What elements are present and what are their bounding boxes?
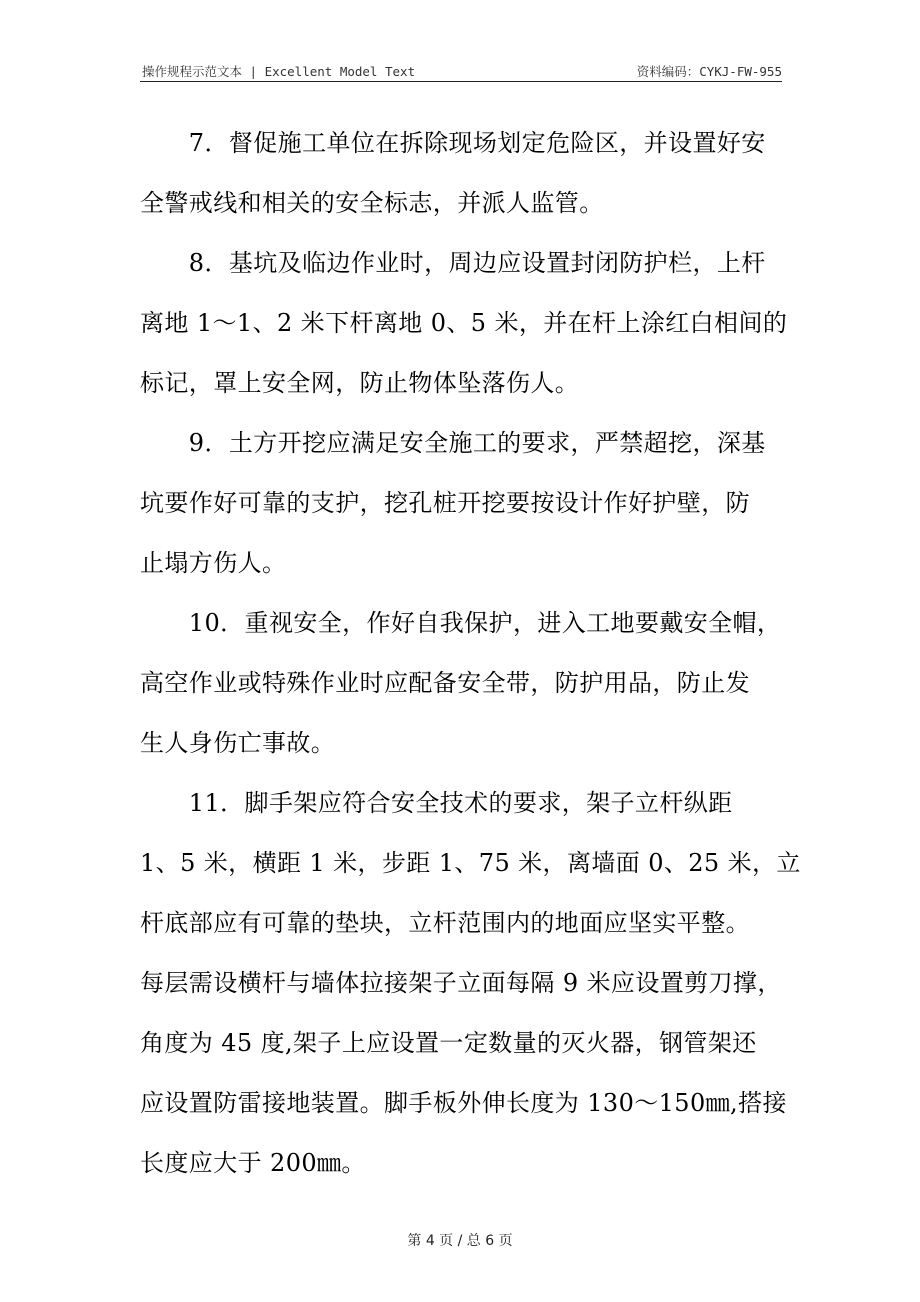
body-line: 9．土方开挖应满足安全施工的要求，严禁超挖，深基 (140, 429, 766, 457)
body-line: 止塌方伤人。 (140, 549, 287, 577)
body-line: 应设置防雷接地装置。脚手板外伸长度为 130～150㎜,搭接 (140, 1089, 787, 1117)
page-header (140, 62, 782, 80)
body-line: 高空作业或特殊作业时应配备安全带，防护用品，防止发 (140, 669, 750, 697)
body-line: 10．重视安全，作好自我保护，进入工地要戴安全帽， (140, 609, 782, 637)
header-divider (140, 81, 782, 82)
body-line: 7．督促施工单位在拆除现场划定危险区，并设置好安 (140, 129, 766, 157)
body-line: 8．基坑及临边作业时，周边应设置封闭防护栏，上杆 (140, 249, 766, 277)
header-doc-type: 操作规程示范文本 | Excellent Model Text (142, 64, 416, 79)
body-line: 坑要作好可靠的支护，挖孔桩开挖要按设计作好护壁，防 (140, 489, 750, 517)
body-line: 杆底部应有可靠的垫块，立杆范围内的地面应坚实平整。 (140, 909, 750, 937)
body-line: 全警戒线和相关的安全标志，并派人监管。 (140, 189, 604, 217)
body-line: 离地 1～1、2 米下杆离地 0、5 米，并在杆上涂红白相间的 (140, 309, 788, 337)
body-line: 长度应大于 200㎜。 (140, 1149, 366, 1177)
page-number: 第 4 页 / 总 6 页 (407, 1233, 513, 1249)
header-doc-code: 资料编码：CYKJ-FW-955 (636, 64, 782, 79)
body-line: 1、5 米，横距 1 米，步距 1、75 米，离墙面 0、25 米，立 (140, 849, 801, 877)
body-line: 生人身伤亡事故。 (140, 729, 336, 757)
body-line: 角度为 45 度,架子上应设置一定数量的灭火器，钢管架还 (140, 1029, 757, 1057)
body-line: 标记，罩上安全网，防止物体坠落伤人。 (140, 369, 580, 397)
body-line: 11．脚手架应符合安全技术的要求，架子立杆纵距 (140, 789, 733, 817)
body-line: 每层需设横杆与墙体拉接架子立面每隔 9 米应设置剪刀撑， (140, 969, 782, 997)
